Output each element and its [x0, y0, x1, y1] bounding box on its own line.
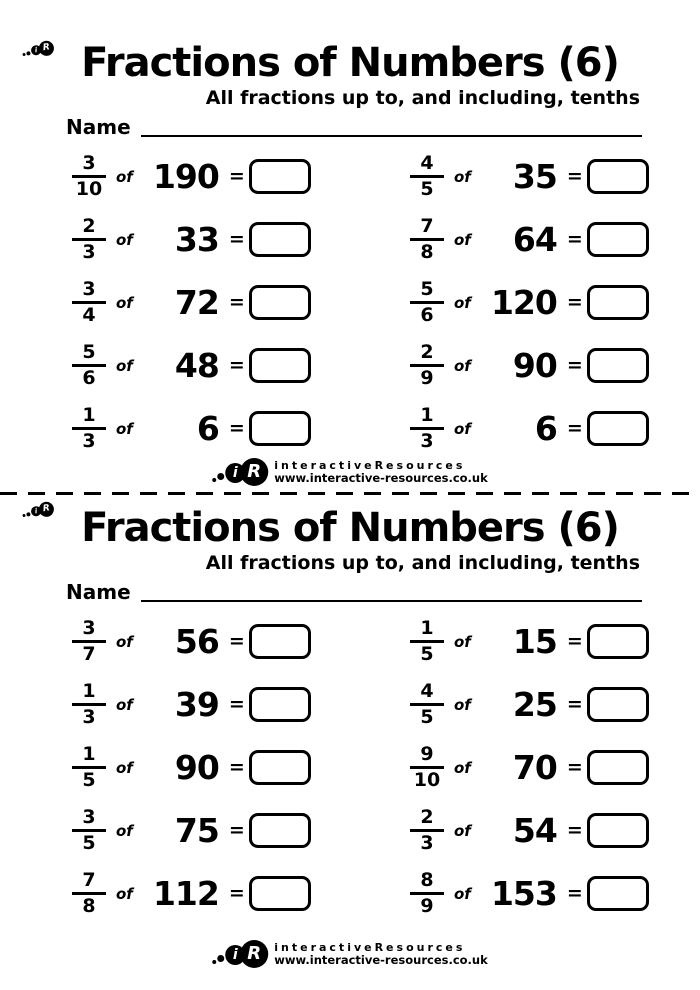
problem-row [66, 397, 316, 460]
whole-number: 35 [512, 157, 557, 196]
equals-sign: = [228, 693, 245, 715]
equals-sign: = [228, 819, 245, 841]
equals-sign: = [228, 165, 245, 187]
logo-dot [212, 478, 216, 482]
fraction-denominator: 3 [82, 240, 96, 263]
of-label: of [116, 821, 133, 840]
fraction-numerator: 3 [82, 806, 96, 829]
problem-row [66, 271, 316, 334]
whole-number: 70 [512, 748, 557, 787]
whole-number: 64 [512, 220, 557, 259]
equals-sign: = [228, 291, 245, 313]
answer-box[interactable] [249, 624, 311, 659]
problems-column-left [66, 610, 316, 925]
worksheet-copy-top [0, 0, 700, 492]
fraction-numerator: 7 [82, 869, 96, 892]
of-label: of [116, 230, 133, 249]
fraction-denominator: 6 [82, 366, 96, 389]
page-title: Fractions of Numbers (6) [81, 40, 619, 86]
of-label: of [454, 230, 471, 249]
fraction [404, 618, 450, 664]
logo-dot [217, 955, 224, 962]
problem-row [66, 334, 316, 397]
fraction-numerator: 2 [420, 806, 434, 829]
equals-sign: = [228, 630, 245, 652]
problem-row [404, 736, 654, 799]
fraction-denominator: 9 [420, 894, 434, 917]
answer-box[interactable] [587, 687, 649, 722]
whole-number: 33 [174, 220, 219, 259]
brand-name: interactiveResources [274, 940, 466, 954]
whole-number: 6 [196, 409, 219, 448]
whole-number: 54 [512, 811, 557, 850]
fraction [404, 405, 450, 451]
of-label: of [116, 356, 133, 375]
answer-box[interactable] [249, 750, 311, 785]
fraction [66, 279, 112, 325]
fraction-numerator: 2 [420, 341, 434, 364]
answer-box[interactable] [249, 411, 311, 446]
of-label: of [116, 884, 133, 903]
fraction [66, 744, 112, 790]
problem-row [404, 862, 654, 925]
ir-logo [212, 458, 268, 486]
whole-number: 120 [490, 283, 557, 322]
fraction-denominator: 8 [420, 240, 434, 263]
fraction [66, 870, 112, 916]
equals-sign: = [566, 819, 583, 841]
fraction-denominator: 5 [82, 768, 96, 791]
fraction [404, 870, 450, 916]
fraction-numerator: 1 [82, 680, 96, 703]
equals-sign: = [228, 228, 245, 250]
fraction-numerator: 1 [82, 743, 96, 766]
answer-box[interactable] [587, 348, 649, 383]
problem-row [404, 145, 654, 208]
problem-row [66, 208, 316, 271]
problem-row [66, 145, 316, 208]
fraction-denominator: 4 [82, 303, 96, 326]
answer-box[interactable] [587, 813, 649, 848]
whole-number: 90 [174, 748, 219, 787]
logo-dot [217, 473, 224, 480]
fraction-denominator: 9 [420, 366, 434, 389]
logo-i-circle: i [225, 463, 245, 483]
footer-text [274, 459, 488, 486]
fraction [66, 618, 112, 664]
fraction-numerator: 3 [82, 617, 96, 640]
brand-footer [212, 940, 488, 968]
name-row [66, 576, 642, 602]
problem-row [404, 673, 654, 736]
whole-number: 72 [174, 283, 219, 322]
of-label: of [454, 758, 471, 777]
equals-sign: = [228, 354, 245, 376]
name-row [66, 111, 642, 137]
fraction [66, 807, 112, 853]
of-label: of [116, 632, 133, 651]
whole-number: 153 [490, 874, 557, 913]
name-input-line[interactable] [141, 115, 642, 137]
logo-r-circle: R [38, 40, 55, 57]
logo-i-circle: i [225, 945, 245, 965]
fraction-denominator: 5 [420, 642, 434, 665]
fraction-denominator: 5 [82, 831, 96, 854]
answer-box[interactable] [249, 222, 311, 257]
answer-box[interactable] [587, 159, 649, 194]
fraction [66, 342, 112, 388]
logo-dot [26, 51, 31, 56]
answer-box[interactable] [249, 687, 311, 722]
of-label: of [454, 419, 471, 438]
logo-r-circle: R [38, 501, 55, 518]
answer-box[interactable] [249, 348, 311, 383]
fraction [404, 216, 450, 262]
of-label: of [116, 695, 133, 714]
whole-number: 15 [512, 622, 557, 661]
worksheet-copy-bottom [0, 495, 700, 990]
whole-number: 25 [512, 685, 557, 724]
logo-dot [22, 53, 25, 56]
ir-logo [212, 940, 268, 968]
equals-sign: = [566, 630, 583, 652]
logo-dot [22, 514, 25, 517]
answer-box[interactable] [587, 624, 649, 659]
fraction-denominator: 3 [82, 429, 96, 452]
fraction-numerator: 1 [420, 617, 434, 640]
problem-row [404, 397, 654, 460]
equals-sign: = [566, 354, 583, 376]
problem-row [404, 610, 654, 673]
whole-number: 112 [152, 874, 219, 913]
fraction [404, 681, 450, 727]
fraction-numerator: 4 [420, 680, 434, 703]
logo-i-circle: i [30, 506, 41, 517]
name-label: Name [66, 115, 131, 139]
equals-sign: = [566, 228, 583, 250]
equals-sign: = [228, 756, 245, 778]
answer-box[interactable] [249, 813, 311, 848]
problem-row [404, 208, 654, 271]
whole-number: 90 [512, 346, 557, 385]
equals-sign: = [566, 882, 583, 904]
brand-url: www.interactive-resources.co.uk [274, 952, 488, 967]
brand-footer [212, 458, 488, 486]
fraction [404, 342, 450, 388]
brand-url: www.interactive-resources.co.uk [274, 470, 488, 485]
equals-sign: = [566, 291, 583, 313]
answer-box[interactable] [587, 876, 649, 911]
name-input-line[interactable] [141, 580, 642, 602]
of-label: of [454, 167, 471, 186]
logo-i-circle: i [30, 45, 41, 56]
whole-number: 56 [174, 622, 219, 661]
fraction-numerator: 7 [420, 215, 434, 238]
name-label: Name [66, 580, 131, 604]
brand-name: interactiveResources [274, 458, 466, 472]
fraction-numerator: 1 [82, 404, 96, 427]
problem-row [404, 271, 654, 334]
of-label: of [116, 758, 133, 777]
fraction-denominator: 10 [413, 768, 441, 791]
of-label: of [454, 632, 471, 651]
fraction [66, 216, 112, 262]
fraction-numerator: 5 [82, 341, 96, 364]
footer-text [274, 941, 488, 968]
problems-column-right [404, 145, 654, 460]
fraction-numerator: 9 [420, 743, 434, 766]
whole-number: 190 [152, 157, 219, 196]
fraction [404, 744, 450, 790]
of-label: of [116, 419, 133, 438]
fraction-numerator: 5 [420, 278, 434, 301]
whole-number: 39 [174, 685, 219, 724]
whole-number: 48 [174, 346, 219, 385]
fraction-numerator: 8 [420, 869, 434, 892]
whole-number: 6 [534, 409, 557, 448]
logo-r-circle: R [240, 458, 268, 486]
fraction-denominator: 6 [420, 303, 434, 326]
equals-sign: = [566, 165, 583, 187]
fraction [66, 681, 112, 727]
fraction-numerator: 4 [420, 152, 434, 175]
fraction-denominator: 5 [420, 705, 434, 728]
equals-sign: = [228, 417, 245, 439]
problem-row [66, 862, 316, 925]
of-label: of [454, 293, 471, 312]
fraction-denominator: 3 [82, 705, 96, 728]
fraction-denominator: 7 [82, 642, 96, 665]
fraction-numerator: 2 [82, 215, 96, 238]
fraction-denominator: 8 [82, 894, 96, 917]
fraction-denominator: 5 [420, 177, 434, 200]
logo-dot [212, 960, 216, 964]
fraction-denominator: 3 [420, 831, 434, 854]
problem-row [404, 799, 654, 862]
equals-sign: = [228, 882, 245, 904]
logo-dot [26, 512, 31, 517]
problem-row [66, 799, 316, 862]
fraction-denominator: 3 [420, 429, 434, 452]
of-label: of [116, 293, 133, 312]
problems-column-left [66, 145, 316, 460]
fraction-denominator: 10 [75, 177, 103, 200]
answer-box[interactable] [587, 285, 649, 320]
whole-number: 75 [174, 811, 219, 850]
of-label: of [454, 695, 471, 714]
problem-row [404, 334, 654, 397]
subtitle: All fractions up to, and including, tenths [205, 87, 640, 109]
equals-sign: = [566, 693, 583, 715]
problems-column-right [404, 610, 654, 925]
problem-row [66, 736, 316, 799]
answer-box[interactable] [587, 750, 649, 785]
fraction [66, 405, 112, 451]
equals-sign: = [566, 417, 583, 439]
of-label: of [454, 884, 471, 903]
problems-grid [66, 610, 700, 925]
fraction [404, 279, 450, 325]
problem-row [66, 673, 316, 736]
problem-row [66, 610, 316, 673]
logo-r-circle: R [240, 940, 268, 968]
answer-box[interactable] [249, 159, 311, 194]
problems-grid [66, 145, 700, 460]
answer-box[interactable] [587, 411, 649, 446]
fraction-numerator: 1 [420, 404, 434, 427]
fraction [404, 807, 450, 853]
equals-sign: = [566, 756, 583, 778]
fraction-numerator: 3 [82, 278, 96, 301]
fraction [66, 153, 112, 199]
answer-box[interactable] [587, 222, 649, 257]
of-label: of [454, 821, 471, 840]
of-label: of [454, 356, 471, 375]
fraction [404, 153, 450, 199]
fraction-numerator: 3 [82, 152, 96, 175]
answer-box[interactable] [249, 285, 311, 320]
page-title: Fractions of Numbers (6) [81, 505, 619, 551]
answer-box[interactable] [249, 876, 311, 911]
of-label: of [116, 167, 133, 186]
subtitle: All fractions up to, and including, tenths [205, 552, 640, 574]
